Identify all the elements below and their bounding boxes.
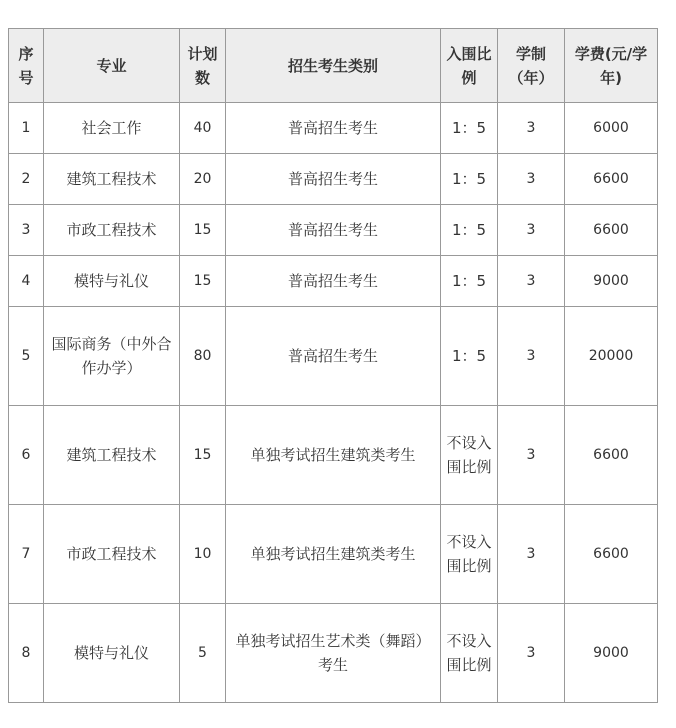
cell-years: 3 [498, 406, 565, 505]
cell-major: 模特与礼仪 [44, 256, 180, 307]
cell-ratio: 不设入围比例 [441, 406, 498, 505]
header-index: 序号 [9, 29, 44, 103]
header-plan: 计划数 [180, 29, 226, 103]
table-row [9, 505, 658, 604]
header-category: 招生考生类别 [226, 29, 441, 103]
header-years: 学制（年） [498, 29, 565, 103]
admission-plan-table [8, 28, 658, 703]
cell-fee: 6600 [565, 154, 658, 205]
cell-category: 单独考试招生艺术类（舞蹈）考生 [226, 604, 441, 703]
cell-fee: 9000 [565, 256, 658, 307]
cell-years: 3 [498, 307, 565, 406]
cell-years: 3 [498, 256, 565, 307]
cell-index: 1 [9, 103, 44, 154]
cell-major: 市政工程技术 [44, 505, 180, 604]
header-major: 专业 [44, 29, 180, 103]
cell-plan: 15 [180, 256, 226, 307]
cell-category: 普高招生考生 [226, 205, 441, 256]
cell-ratio: 1：5 [441, 307, 498, 406]
cell-fee: 9000 [565, 604, 658, 703]
cell-ratio: 1：5 [441, 103, 498, 154]
cell-index: 4 [9, 256, 44, 307]
cell-category: 普高招生考生 [226, 256, 441, 307]
table-row [9, 154, 658, 205]
cell-index: 7 [9, 505, 44, 604]
cell-fee: 20000 [565, 307, 658, 406]
cell-plan: 80 [180, 307, 226, 406]
cell-years: 3 [498, 505, 565, 604]
table-header-row [9, 29, 658, 103]
cell-index: 2 [9, 154, 44, 205]
cell-years: 3 [498, 205, 565, 256]
table-row [9, 256, 658, 307]
cell-ratio: 1：5 [441, 154, 498, 205]
cell-major: 建筑工程技术 [44, 154, 180, 205]
cell-plan: 5 [180, 604, 226, 703]
cell-fee: 6600 [565, 406, 658, 505]
cell-years: 3 [498, 604, 565, 703]
table-row [9, 205, 658, 256]
cell-ratio: 不设入围比例 [441, 604, 498, 703]
table-row [9, 406, 658, 505]
cell-index: 5 [9, 307, 44, 406]
cell-ratio: 1：5 [441, 256, 498, 307]
cell-category: 单独考试招生建筑类考生 [226, 505, 441, 604]
header-ratio: 入围比例 [441, 29, 498, 103]
cell-category: 普高招生考生 [226, 307, 441, 406]
table-row [9, 103, 658, 154]
cell-ratio: 1：5 [441, 205, 498, 256]
cell-category: 普高招生考生 [226, 103, 441, 154]
cell-years: 3 [498, 103, 565, 154]
cell-plan: 20 [180, 154, 226, 205]
cell-fee: 6600 [565, 505, 658, 604]
cell-fee: 6600 [565, 205, 658, 256]
cell-plan: 15 [180, 205, 226, 256]
cell-fee: 6000 [565, 103, 658, 154]
cell-index: 8 [9, 604, 44, 703]
header-fee: 学费(元/学年) [565, 29, 658, 103]
cell-major: 国际商务（中外合作办学） [44, 307, 180, 406]
cell-plan: 10 [180, 505, 226, 604]
cell-category: 单独考试招生建筑类考生 [226, 406, 441, 505]
cell-major: 社会工作 [44, 103, 180, 154]
cell-plan: 15 [180, 406, 226, 505]
table-row [9, 604, 658, 703]
cell-index: 3 [9, 205, 44, 256]
cell-plan: 40 [180, 103, 226, 154]
cell-major: 市政工程技术 [44, 205, 180, 256]
cell-years: 3 [498, 154, 565, 205]
cell-category: 普高招生考生 [226, 154, 441, 205]
cell-index: 6 [9, 406, 44, 505]
cell-major: 模特与礼仪 [44, 604, 180, 703]
cell-major: 建筑工程技术 [44, 406, 180, 505]
table-row [9, 307, 658, 406]
cell-ratio: 不设入围比例 [441, 505, 498, 604]
